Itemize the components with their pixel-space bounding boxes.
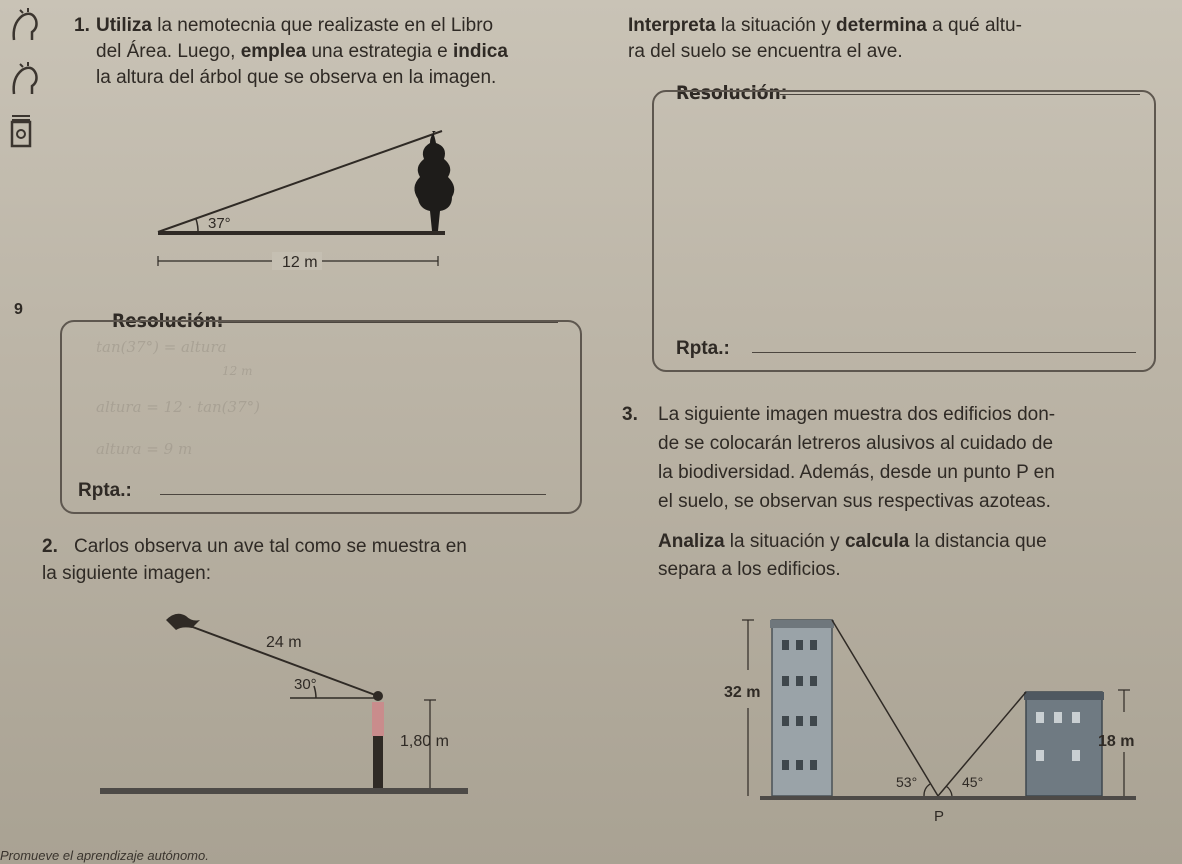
footer-note: Promueve el aprendizaje autónomo. bbox=[0, 848, 209, 863]
q3-verb-analiza: Analiza bbox=[658, 531, 725, 552]
q3-line-5-b: la situación y bbox=[724, 531, 845, 552]
q2-right-line-2: ra del suelo se encuentra el ave. bbox=[628, 41, 903, 62]
thinking-head-icon bbox=[8, 6, 42, 46]
q1-handwriting-3: altura = 12 · tan(37°) bbox=[96, 398, 260, 416]
right-building bbox=[1026, 692, 1102, 796]
bird-diagram bbox=[100, 600, 480, 810]
q2-line-2: la siguiente imagen: bbox=[42, 563, 211, 584]
thinking-head-icon-2 bbox=[8, 58, 42, 100]
q2-verb-interpreta: Interpreta bbox=[628, 15, 716, 36]
q1-number: 1. bbox=[74, 15, 90, 36]
q1-verb-emplea: emplea bbox=[240, 41, 307, 62]
q1-line-3: la altura del árbol que se observa en la imagen. bbox=[96, 67, 497, 88]
notebook-icon bbox=[8, 112, 36, 154]
q1-handwriting-2: 12 m bbox=[222, 364, 253, 378]
q1-line-1-rest: la nemotecnia que realizaste en el Libro bbox=[151, 15, 494, 36]
tree-icon bbox=[414, 131, 454, 231]
q1-line-2 bbox=[96, 40, 508, 64]
q2-right-line-1 bbox=[628, 14, 1022, 38]
q1-resolution-label: Resolución: bbox=[112, 310, 224, 332]
q2-hyp-label: 24 m bbox=[266, 634, 302, 651]
q1-verb-utiliza: Utiliza bbox=[96, 15, 152, 36]
q3-angle-left-label: 53° bbox=[896, 774, 918, 790]
q2-resolution-label: Resolución: bbox=[676, 82, 788, 104]
q2-verb-determina: determina bbox=[836, 15, 927, 36]
q1-verb-indica: indica bbox=[453, 41, 508, 62]
q3-verb-calcula: calcula bbox=[844, 531, 910, 552]
q1-angle-label: 37° bbox=[208, 215, 231, 232]
q3-line-4: el suelo, se observan sus respectivas azoteas. bbox=[658, 491, 1051, 512]
q1-line-2-a: del Área. Luego, bbox=[96, 41, 241, 62]
q1-rpta-line[interactable] bbox=[160, 494, 546, 495]
q2-right-line-1-d: a qué altu- bbox=[926, 15, 1022, 36]
q1-handwriting-1: tan(37°) = altura bbox=[96, 338, 227, 356]
q2-rpta-label: Rpta.: bbox=[676, 338, 730, 359]
q2-resolution-box bbox=[652, 90, 1156, 372]
q3-line-5-d: la distancia que bbox=[909, 531, 1047, 552]
q3-height-left-label: 32 m bbox=[724, 684, 761, 701]
q1-line-1 bbox=[96, 14, 493, 38]
q1-line-2-b: una estrategia e bbox=[306, 41, 454, 62]
q2-number: 2. bbox=[42, 536, 58, 557]
q3-point-label: P bbox=[934, 808, 945, 825]
q3-line-3: la biodiversidad. Además, desde un punto P en bbox=[658, 462, 1055, 483]
q2-right-line-1-b: la situación y bbox=[715, 15, 837, 36]
q2-line-1: Carlos observa un ave tal como se muestra en bbox=[74, 536, 467, 557]
q1-distance-label: 12 m bbox=[282, 254, 318, 271]
q1-rpta-label: Rpta.: bbox=[78, 480, 132, 501]
q3-height-right-label: 18 m bbox=[1098, 733, 1135, 750]
q3-line-5 bbox=[658, 530, 1047, 554]
q2-height-label: 1,80 m bbox=[400, 733, 449, 750]
person-head-icon bbox=[373, 691, 383, 701]
side-number: 9 bbox=[14, 301, 23, 318]
q3-number: 3. bbox=[622, 404, 638, 425]
q2-rpta-line[interactable] bbox=[752, 352, 1136, 353]
q3-line-2: de se colocarán letreros alusivos al cuidado de bbox=[658, 433, 1054, 454]
buildings-diagram bbox=[720, 610, 1150, 820]
person-body bbox=[372, 702, 384, 736]
q3-line-6: separa a los edificios. bbox=[658, 559, 841, 580]
q1-handwriting-4: altura = 9 m bbox=[96, 440, 193, 458]
q3-line-1: La siguiente imagen muestra dos edificios don- bbox=[658, 404, 1056, 425]
q2-angle-label: 30° bbox=[294, 676, 317, 693]
q3-angle-right-label: 45° bbox=[962, 774, 984, 790]
